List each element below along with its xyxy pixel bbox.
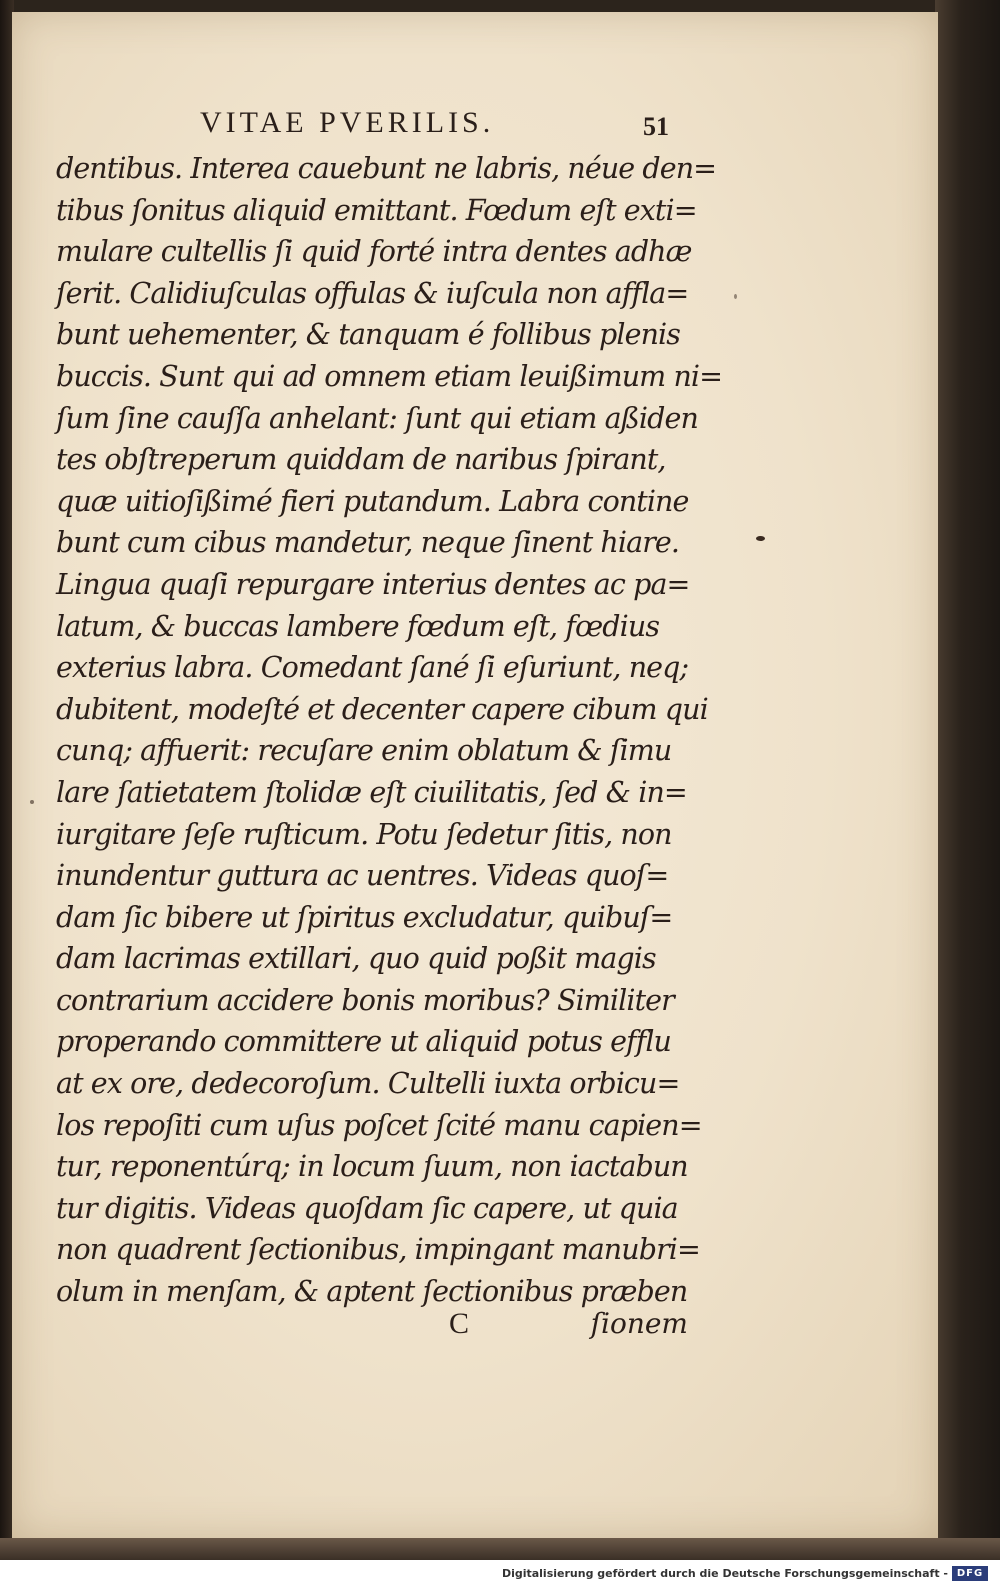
text-line: tur, reponentúrq; in locum ſuum, non iactabun: [56, 1150, 688, 1184]
text-line: cunq; affuerit: recuſare enim oblatum & ſimu: [56, 734, 672, 768]
book-edge-bottom: [0, 1538, 1000, 1560]
text-line: tes obſtreperum quiddam de naribus ſpirant,: [56, 443, 666, 477]
text-line: iurgitare ſeſe ruſticum. Potu ſedetur ſitis, non: [56, 817, 672, 851]
text-line: inundentur guttura ac uentres. Videas quoſ=: [56, 859, 669, 893]
running-head: VITAE PVERILIS.: [200, 106, 495, 139]
text-line: latum, & buccas lambere fœdum eſt, fœdius: [56, 609, 660, 643]
text-line: properando committere ut aliquid potus efflu: [56, 1025, 672, 1059]
funding-notice: Digitalisierung gefördert durch die Deutsche Forschungsgemeinschaft -: [501, 1567, 948, 1580]
body-text: [56, 148, 723, 1313]
text-line: non quadrent ſectionibus, impingant manubri=: [56, 1233, 700, 1267]
ink-spot: [30, 800, 34, 804]
signature-mark: C: [449, 1307, 470, 1340]
catchword: ſionem: [590, 1307, 688, 1340]
text-line: lare ſatietatem ſtolidæ eſt ciuilitatis, ſed & in=: [56, 775, 687, 809]
text-line: bunt cum cibus mandetur, neque ſinent hiare.: [56, 526, 680, 560]
text-line: tur digitis. Videas quoſdam ſic capere, ut quia: [56, 1191, 678, 1225]
text-line: mulare cultellis ſi quid forté intra dentes adhæ: [56, 235, 692, 269]
text-line: dubitent, modeſté et decenter capere cibum qui: [56, 692, 708, 726]
text-line: dentibus. Interea cauebunt ne labris, néue den=: [56, 152, 717, 185]
text-line: tibus ſonitus aliquid emittant. Fœdum eſt exti=: [56, 193, 697, 227]
text-line: dam ſic bibere ut ſpiritus excludatur, quibuſ=: [56, 900, 673, 934]
text-line: ſerit. Calidiuſculas offulas & iuſcula non affla=: [56, 276, 689, 310]
footer-bar: [0, 1560, 1000, 1588]
text-line: bunt uehementer, & tanquam é follibus plenis: [56, 318, 680, 352]
text-line: los repoſiti cum uſus poſcet ſcité manu capien=: [56, 1108, 702, 1142]
ink-spot: [734, 294, 737, 299]
text-line: contrarium accidere bonis moribus? Similiter: [56, 983, 674, 1017]
text-line: dam lacrimas extillari, quo quid poßit magis: [56, 942, 656, 976]
text-line: buccis. Sunt qui ad omnem etiam leuißimum ni=: [56, 359, 723, 393]
text-line: Lingua quaſi repurgare interius dentes ac pa=: [56, 567, 690, 601]
book-edge-right: [935, 0, 1000, 1560]
dfg-logo-icon: DFG: [952, 1566, 988, 1581]
text-line: exterius labra. Comedant ſané ſi eſuriunt, neq;: [56, 651, 689, 685]
catchword-line: [56, 1303, 696, 1345]
ink-spot: [756, 536, 765, 541]
page-number: 51: [643, 112, 669, 141]
text-line: quæ uitioſißimé fieri putandum. Labra contine: [56, 484, 689, 518]
text-line: at ex ore, dedecoroſum. Cultelli iuxta orbicu=: [56, 1067, 680, 1101]
text-line: ſum ſine cauſſa anhelant: ſunt qui etiam aßiden: [56, 401, 698, 435]
text-line: olum in menſam, & aptent ſectionibus præben: [56, 1275, 688, 1309]
